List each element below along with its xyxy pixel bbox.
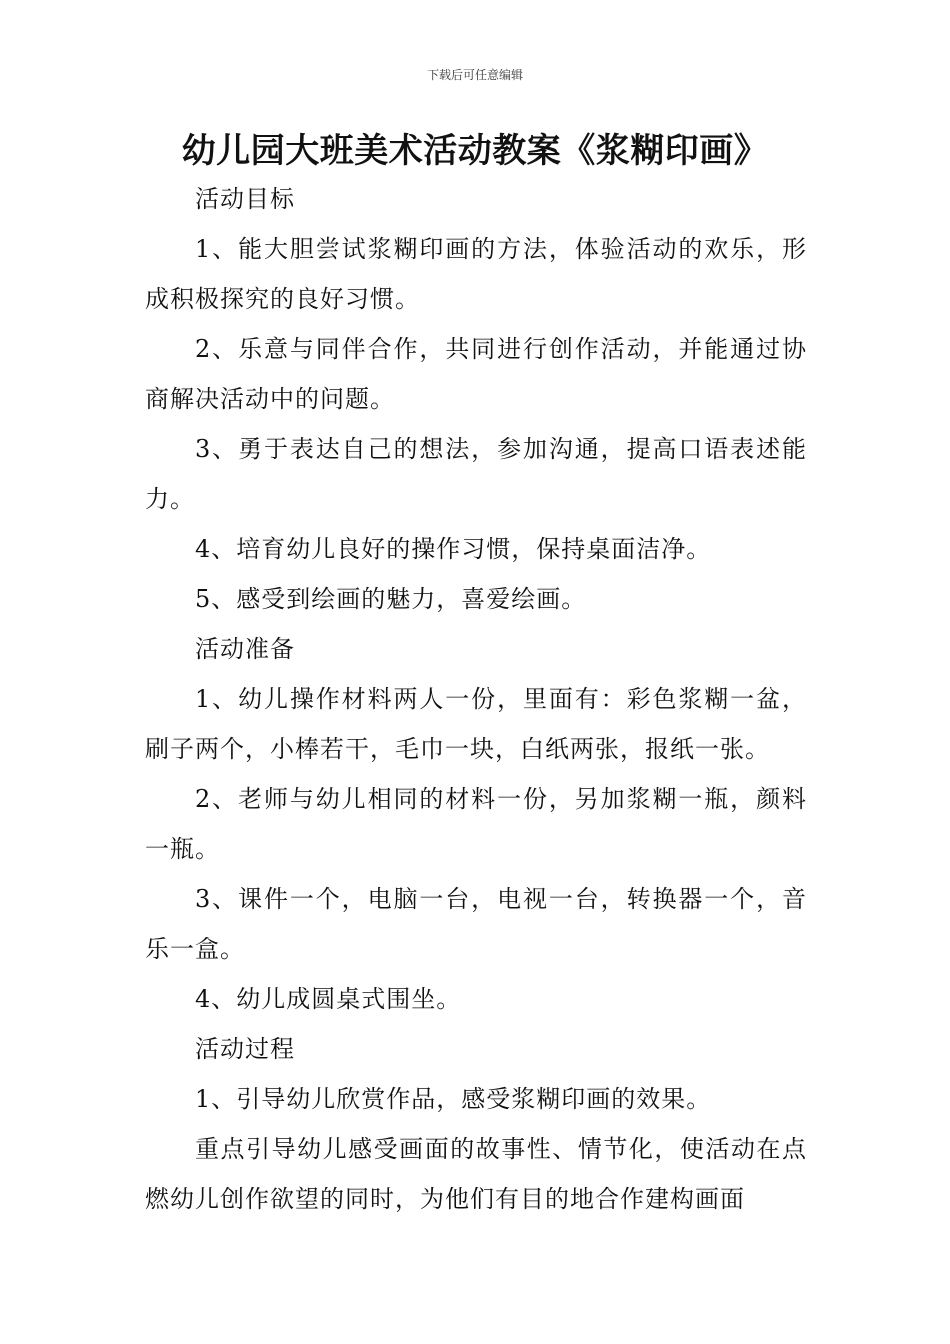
section-heading-preparation: 活动准备 bbox=[195, 635, 295, 663]
paragraph: 2、乐意与同伴合作，共同进行创作活动，并能通过协商解决活动中的问题。 bbox=[145, 335, 807, 413]
paragraph: 5、感受到绘画的魅力，喜爱绘画。 bbox=[195, 585, 587, 613]
paragraph: 2、老师与幼儿相同的材料一份，另加浆糊一瓶，颜料一瓶。 bbox=[145, 785, 807, 863]
section-heading-process: 活动过程 bbox=[195, 1035, 295, 1063]
paragraph: 1、能大胆尝试浆糊印画的方法，体验活动的欢乐，形成积极探究的良好习惯。 bbox=[145, 235, 807, 313]
paragraph: 3、勇于表达自己的想法，参加沟通，提高口语表述能力。 bbox=[145, 435, 807, 513]
paragraph: 重点引导幼儿感受画面的故事性、情节化，使活动在点燃幼儿创作欲望的同时，为他们有目的地合作建构画面 bbox=[145, 1135, 807, 1213]
paragraph: 4、幼儿成圆桌式围坐。 bbox=[195, 985, 462, 1013]
paragraph: 3、课件一个，电脑一台，电视一台，转换器一个，音乐一盒。 bbox=[145, 885, 807, 963]
section-heading-goals: 活动目标 bbox=[195, 185, 295, 213]
document-body bbox=[145, 174, 807, 1224]
document-title: 幼儿园大班美术活动教案《浆糊印画》 bbox=[181, 131, 769, 171]
page-header-note: 下载后可任意编辑 bbox=[426, 68, 523, 82]
paragraph: 1、幼儿操作材料两人一份，里面有：彩色浆糊一盆，刷子两个，小棒若干，毛巾一块，白纸两张，报纸一张。 bbox=[145, 685, 807, 763]
paragraph: 1、引导幼儿欣赏作品，感受浆糊印画的效果。 bbox=[195, 1085, 712, 1113]
paragraph: 4、培育幼儿良好的操作习惯，保持桌面洁净。 bbox=[195, 535, 712, 563]
